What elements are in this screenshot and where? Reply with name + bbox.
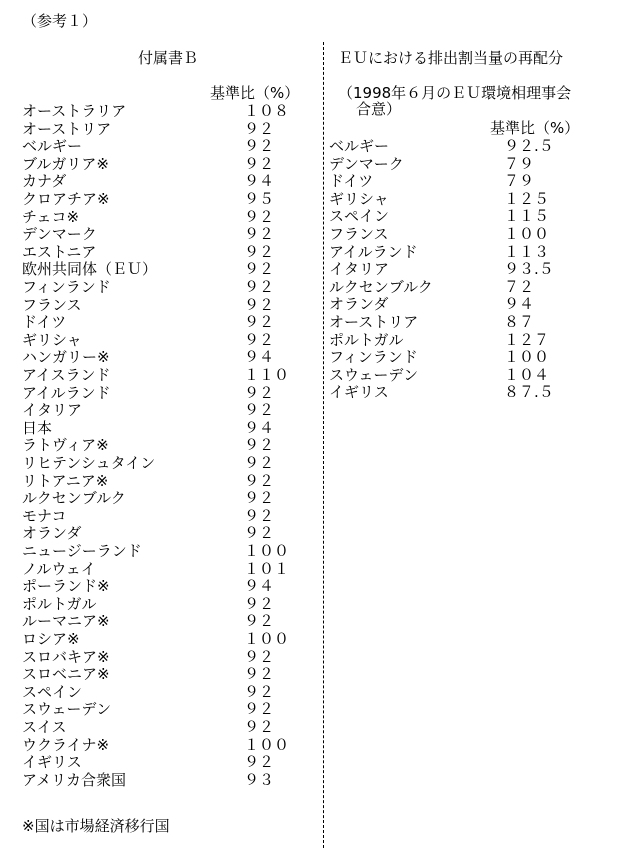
table-row: [329, 314, 599, 332]
baseline-ratio-value: ９２: [244, 524, 275, 543]
table-row: [329, 384, 599, 402]
table-row: [22, 385, 302, 403]
baseline-ratio-value: ７９: [504, 154, 535, 173]
table-row: [329, 156, 599, 174]
baseline-ratio-value: ９２: [244, 506, 275, 525]
table-row: [22, 754, 302, 772]
country-name: ノルウェイ: [22, 559, 96, 578]
baseline-ratio-value: １００: [244, 630, 290, 648]
table-row: [329, 191, 599, 209]
table-row: [22, 226, 302, 244]
country-name: 欧州共同体（ＥＵ）: [22, 260, 158, 279]
baseline-ratio-value: ９２: [244, 594, 275, 613]
baseline-ratio-value: ９２: [244, 401, 275, 420]
country-name: チェコ※: [22, 207, 80, 226]
country-name: スウェーデン: [329, 365, 419, 384]
table-row: [22, 261, 302, 279]
baseline-ratio-value: ９２: [244, 225, 275, 244]
table-row: [22, 596, 302, 614]
baseline-ratio-value: １０８: [244, 102, 290, 120]
baseline-ratio-value: ９２: [244, 207, 275, 226]
baseline-ratio-value: １１５: [504, 207, 550, 226]
table-row: [22, 437, 302, 455]
country-name: カナダ: [22, 172, 67, 191]
country-name: スペイン: [329, 207, 390, 226]
country-name: ルーマニア※: [22, 612, 110, 631]
country-name: フィンランド: [329, 348, 418, 367]
table-row: [22, 349, 302, 367]
country-name: スロベニア※: [22, 665, 110, 684]
baseline-ratio-value: １０４: [504, 365, 550, 384]
country-name: エストニア: [22, 242, 97, 261]
table-row: [329, 279, 599, 297]
country-name: ドイツ: [329, 172, 374, 191]
table-row: [22, 367, 302, 385]
table-row: [22, 561, 302, 579]
country-name: オランダ: [329, 295, 389, 314]
baseline-ratio-value: １０１: [244, 559, 290, 578]
country-name: スロバキア※: [22, 647, 110, 666]
country-name: ポルトガル: [329, 330, 404, 349]
baseline-ratio-value: １００: [504, 225, 550, 243]
table-row: [329, 261, 599, 279]
country-name: ギリシャ: [329, 189, 389, 208]
country-name: アメリカ合衆国: [22, 770, 126, 789]
country-name: ベルギー: [329, 137, 390, 155]
table-row: [22, 490, 302, 508]
table-row: [22, 244, 302, 262]
country-name: スウェーデン: [22, 700, 112, 719]
baseline-ratio-value: ９２: [244, 647, 275, 666]
baseline-ratio-value: ９２: [244, 665, 275, 684]
table-row: [329, 226, 599, 244]
baseline-ratio-value: １１０: [244, 366, 290, 384]
table-row: [22, 543, 302, 561]
right-table-title: ＥＵにおける排出割当量の再配分: [338, 49, 564, 67]
baseline-ratio-value: ９２: [244, 313, 275, 332]
baseline-ratio-value: ９２: [244, 718, 275, 736]
baseline-ratio-value: ９２: [244, 700, 275, 719]
table-row: [22, 666, 302, 684]
table-row: [22, 455, 302, 473]
country-name: フランス: [22, 295, 82, 314]
baseline-ratio-value: ９５: [244, 190, 275, 208]
country-name: リヒテンシュタイン: [22, 454, 156, 472]
country-name: オーストリア: [22, 119, 112, 138]
country-name: 日本: [22, 418, 53, 437]
country-name: スペイン: [22, 682, 83, 701]
country-name: ルクセンブルク: [22, 489, 126, 508]
baseline-ratio-value: ９２: [244, 436, 275, 455]
baseline-ratio-value: ９２: [244, 682, 275, 701]
column-divider: [323, 42, 324, 848]
table-row: [329, 296, 599, 314]
country-name: ウクライナ※: [22, 735, 110, 754]
table-row: [329, 367, 599, 385]
table-row: [22, 138, 302, 156]
country-name: ギリシャ: [22, 330, 82, 349]
table-row: [329, 332, 599, 350]
table-row: [329, 208, 599, 226]
baseline-ratio-value: １１３: [504, 242, 550, 261]
table-row: [22, 701, 302, 719]
country-name: ハンガリー※: [22, 348, 110, 367]
baseline-ratio-value: ９３.５: [504, 260, 554, 279]
baseline-ratio-value: １００: [244, 735, 290, 754]
table-row: [22, 525, 302, 543]
baseline-ratio-value: ９２: [244, 154, 275, 173]
left-country-table: [22, 103, 302, 793]
table-row: [22, 121, 302, 139]
baseline-ratio-value: １２５: [504, 189, 550, 208]
country-name: リトアニア※: [22, 471, 109, 490]
country-name: アイルランド: [329, 242, 418, 261]
footnote: ※国は市場経済移行国: [22, 817, 170, 835]
baseline-ratio-value: ７９: [504, 172, 535, 191]
baseline-ratio-value: ７２: [504, 277, 535, 296]
baseline-ratio-value: ９２: [244, 278, 275, 296]
table-row: [22, 332, 302, 350]
table-row: [329, 173, 599, 191]
table-row: [329, 244, 599, 262]
table-row: [22, 737, 302, 755]
table-row: [22, 420, 302, 438]
reference-label: （参考１）: [22, 12, 98, 30]
country-name: ブルガリア※: [22, 154, 109, 173]
baseline-ratio-value: ９２: [244, 489, 275, 508]
baseline-ratio-value: １００: [244, 542, 290, 560]
country-name: イギリス: [329, 383, 389, 402]
baseline-ratio-value: ９４: [244, 418, 275, 437]
baseline-ratio-value: ９２: [244, 471, 275, 490]
baseline-ratio-value: ９２: [244, 119, 275, 138]
country-name: オランダ: [22, 524, 82, 543]
country-name: デンマーク: [329, 154, 404, 173]
country-name: デンマーク: [22, 225, 97, 244]
country-name: オーストリア: [329, 313, 419, 331]
baseline-ratio-value: ９２: [244, 295, 275, 314]
table-row: [22, 314, 302, 332]
table-row: [22, 297, 302, 315]
right-subtitle-line1: （1998年６月のＥＵ環境相理事会: [338, 84, 572, 102]
baseline-ratio-value: ９３: [244, 770, 275, 789]
country-name: イタリア: [329, 260, 390, 279]
baseline-ratio-value: ９４: [504, 295, 535, 314]
table-row: [22, 156, 302, 174]
country-name: ロシア※: [22, 630, 80, 648]
baseline-ratio-value: ９２: [244, 330, 275, 349]
baseline-ratio-value: １００: [504, 348, 550, 367]
country-name: ポルトガル: [22, 594, 97, 613]
country-name: ポーランド※: [22, 577, 110, 596]
country-name: オーストラリア: [22, 102, 127, 120]
table-row: [22, 402, 302, 420]
country-name: フィンランド: [22, 278, 111, 296]
baseline-ratio-value: ９４: [244, 348, 275, 367]
table-row: [22, 103, 302, 121]
country-name: ニュージーランド: [22, 542, 142, 560]
right-country-table: [329, 138, 599, 408]
country-name: イタリア: [22, 401, 83, 420]
country-name: ベルギー: [22, 137, 83, 156]
country-name: ドイツ: [22, 313, 67, 332]
table-row: [22, 508, 302, 526]
baseline-ratio-value: ９２: [244, 260, 275, 279]
country-name: ルクセンブルク: [329, 277, 433, 296]
baseline-ratio-value: １２７: [504, 330, 550, 349]
table-row: [22, 719, 302, 737]
baseline-ratio-value: ８７.５: [504, 383, 554, 402]
country-name: アイスランド: [22, 366, 111, 384]
baseline-ratio-value: ９２: [244, 612, 275, 631]
baseline-ratio-value: ９２: [244, 242, 275, 261]
left-column-header: 基準比（%）: [210, 84, 300, 102]
table-row: [22, 772, 302, 790]
country-name: スイス: [22, 718, 67, 736]
table-row: [22, 578, 302, 596]
baseline-ratio-value: ９２: [244, 753, 275, 772]
table-row: [329, 138, 599, 156]
baseline-ratio-value: ９２: [244, 383, 275, 402]
table-row: [22, 631, 302, 649]
table-row: [22, 684, 302, 702]
country-name: モナコ: [22, 506, 67, 525]
country-name: イギリス: [22, 753, 82, 772]
country-name: フランス: [329, 225, 389, 243]
baseline-ratio-value: ９２.５: [504, 137, 554, 155]
baseline-ratio-value: ９２: [244, 137, 275, 156]
baseline-ratio-value: ９４: [244, 577, 275, 596]
table-row: [22, 613, 302, 631]
country-name: クロアチア※: [22, 190, 110, 208]
table-row: [329, 349, 599, 367]
table-row: [22, 279, 302, 297]
country-name: アイルランド: [22, 383, 111, 402]
country-name: ラトヴィア※: [22, 436, 109, 455]
table-row: [22, 191, 302, 209]
baseline-ratio-value: ９２: [244, 454, 275, 472]
table-row: [22, 173, 302, 191]
table-row: [22, 209, 302, 227]
right-column-header: 基準比（%）: [490, 119, 580, 137]
table-row: [22, 473, 302, 491]
table-row: [22, 649, 302, 667]
baseline-ratio-value: ９４: [244, 172, 275, 191]
right-subtitle-line2: 合意）: [356, 100, 402, 118]
baseline-ratio-value: ８７: [504, 313, 535, 331]
left-table-title: 付属書Ｂ: [138, 49, 199, 67]
